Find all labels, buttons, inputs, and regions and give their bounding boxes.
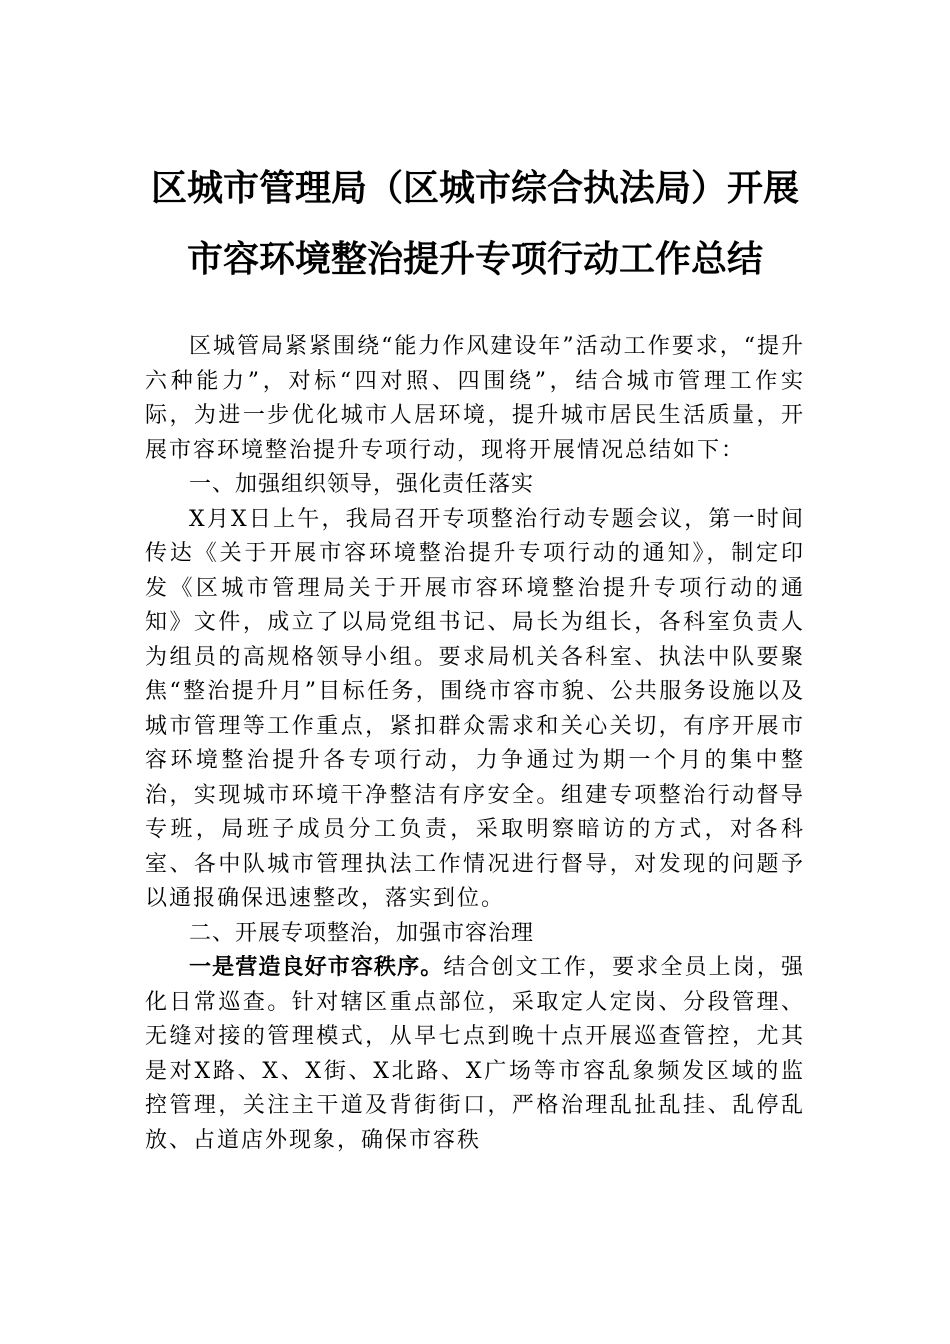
document-title-line-2: 市容环境整治提升专项行动工作总结	[186, 238, 763, 280]
section-2-item-1-lead: 一是营造良好市容秩序。	[189, 955, 444, 980]
section-1-paragraph: X月X日上午，我局召开专项整治行动专题会议，第一时间传达《关于开展市容环境整治提升专项行动的通知》，制定印发《区城市管理局关于开展市容环境整治提升专项行动的通知》文件，成立了以局党组书记、局长为组长，各科室负责人为组员的高规格领导小组。要求局机关各科室、执法中队要聚焦“整治提升月”目标任务，围绕市容市貌、公共服务设施以及城市管理等工作重点，紧扣群众需求和关心关切，有序开展市容环境整治提升各专项行动，力争通过为期一个月的集中整治，实现城市环境干净整洁有序安全。组建专项整治行动督导专班，局班子成员分工负责，采取明察暗访的方式，对各科室、各中队城市管理执法工作情况进行督导，对发现的问题予以通报确保迅速整改，落实到位。	[145, 506, 805, 911]
section-2-item-1-paragraph	[145, 951, 805, 1158]
document-page	[145, 150, 805, 1158]
document-title-line-1: 区城市管理局（区城市综合执法局）开展	[150, 167, 799, 209]
section-2-heading: 二、开展专项整治，加强市容治理	[189, 920, 535, 946]
section-2-item-1-body: 结合创文工作，要求全员上岗，强化日常巡查。针对辖区重点部位，采取定人定岗、分段管理、无缝对接的管理模式，从早七点到晚十点开展巡查管控，尤其是对X路、X、X街、X北路、X广场等市容乱象频发区域的监控管理，关注主干道及背街街口，严格治理乱扯乱挂、乱停乱放、占道店外现象，确保市容秩	[145, 955, 805, 1153]
section-1-heading: 一、加强组织领导，强化责任落实	[189, 472, 535, 497]
intro-paragraph: 区城管局紧紧围绕“能力作风建设年”活动工作要求，“提升六种能力”，对标“四对照、四围绕”，结合城市管理工作实际，为进一步优化城市人居环境，提升城市居民生活质量，开展市容环境整治提升专项行动，现将开展情况总结如下：	[145, 334, 805, 463]
